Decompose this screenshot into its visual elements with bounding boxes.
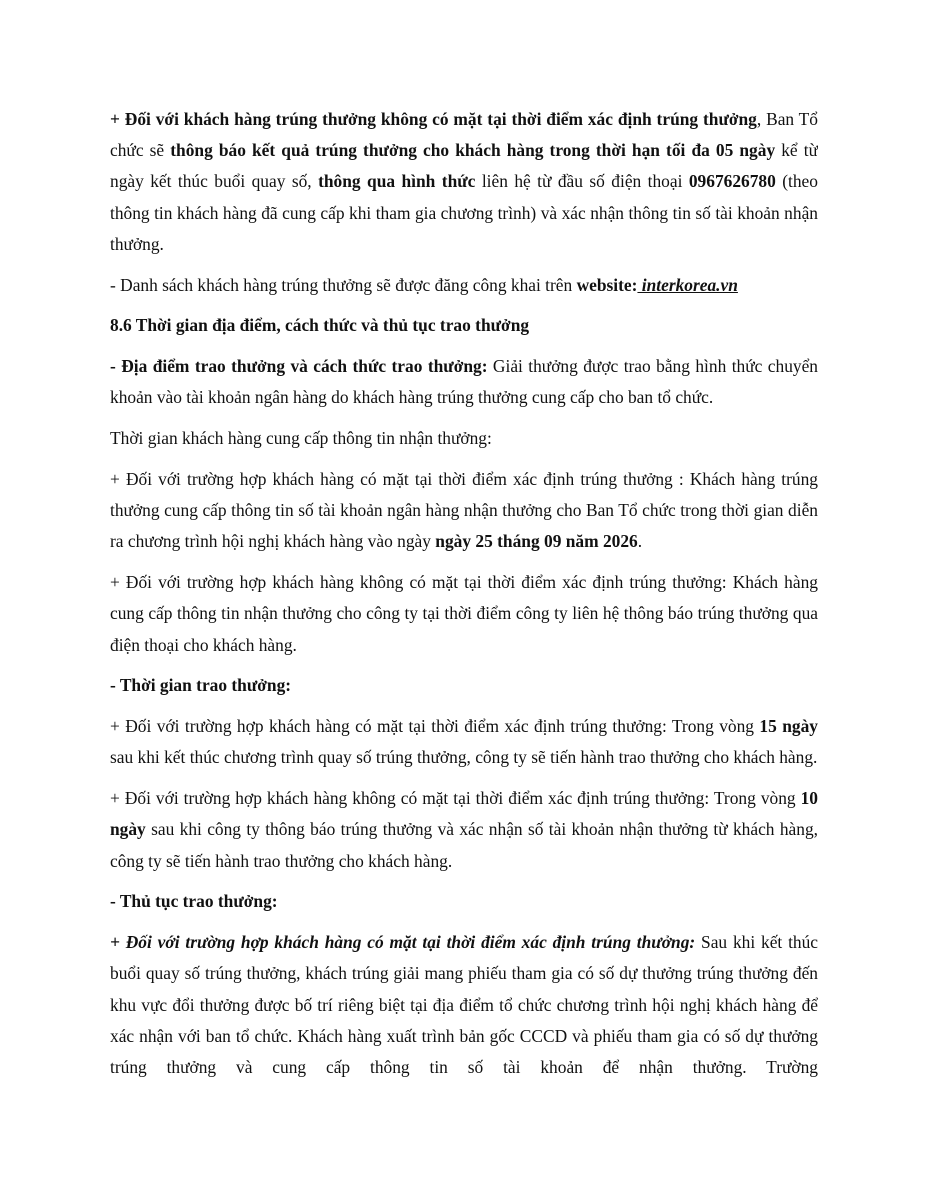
bold-text: - Địa điểm trao thưởng và cách thức trao thưởng:: [110, 356, 488, 377]
bold-text: website:: [576, 274, 638, 295]
bold-text: thông báo kết quả trúng thưởng cho khách hàng trong thời hạn tối đa 05 ngày: [170, 140, 776, 161]
heading-text: 8.6 Thời gian địa điểm, cách thức và thủ tục trao thưởng: [110, 315, 530, 336]
text: sau khi kết thúc chương trình quay số trúng thưởng, công ty sẽ tiến hành trao thưởng cho khách hàng.: [110, 747, 818, 768]
text: + Đối với trường hợp khách hàng không có mặt tại thời điểm xác định trúng thưởng: Trong vòng: [110, 788, 801, 809]
subheading-award-time: [110, 670, 818, 701]
paragraph-info-time: Thời gian khách hàng cung cấp thông tin nhận thưởng:: [110, 428, 492, 449]
text: , Ban Tổ chức sẽ: [110, 109, 818, 161]
text: .: [637, 531, 643, 552]
document-page: [110, 104, 818, 1154]
paragraph-present-info: [110, 464, 818, 558]
text: Sau khi kết thúc buổi quay số trúng thưởng, khách trúng giải mang phiếu tham gia có số dự thưởng trúng thưởng đến khu vực đổi thưởng được bố trí riêng biệt tại địa điểm tổ chức chương trình hội nghị khách hàng để xác nhận với ban tổ chức. Khách hàng xuất trình bản gốc CCCD và phiếu tham gia có số dự thưởng trúng thưởng và cung cấp thông tin số tài khoản để nhận thưởng. Trường: [110, 932, 818, 1078]
paragraph-winner-list: [110, 270, 818, 301]
text: Giải thưởng được trao bằng hình thức chuyển khoản vào tài khoản ngân hàng do khách hàng trúng thưởng cung cấp cho ban tổ chức.: [110, 356, 818, 408]
section-heading-8-6: [110, 310, 818, 341]
website-link[interactable]: interkorea.vn: [637, 274, 738, 295]
paragraph-absent-award-time: [110, 783, 818, 877]
paragraph-present-procedure: [110, 927, 818, 1083]
bold-text: thông qua hình thức: [318, 171, 476, 192]
text: liên hệ từ đầu số điện thoại: [475, 171, 689, 192]
paragraph-absent-info: + Đối với trường hợp khách hàng không có mặt tại thời điểm xác định trúng thưởng: Khách hàng cung cấp thông tin nhận thưởng cho công ty tại thời điểm công ty liên hệ thông báo trúng thưởng qua điện thoại cho khách hàng.: [110, 572, 818, 655]
text: sau khi công ty thông báo trúng thưởng và xác nhận số tài khoản nhận thưởng từ khách hàng, công ty sẽ tiến hành trao thưởng cho khách hàng.: [110, 819, 818, 871]
text: + Đối với trường hợp khách hàng có mặt tại thời điểm xác định trúng thưởng: Trong vòng: [110, 716, 760, 737]
paragraph-present-award-time: [110, 711, 818, 773]
text: (theo thông tin khách hàng đã cung cấp khi tham gia chương trình) và xác nhận thông tin số tài khoản nhận thưởng.: [110, 171, 818, 254]
text: - Danh sách khách hàng trúng thưởng sẽ được đăng công khai trên: [110, 274, 577, 295]
bold-text: 15 ngày: [759, 716, 818, 737]
phone-number: 0967626780: [688, 171, 776, 192]
text: + Đối với trường hợp khách hàng có mặt tại thời điểm xác định trúng thưởng : Khách hàng trúng thưởng cung cấp thông tin số tài khoản ngân hàng nhận thưởng cho Ban Tổ chức trong thời gian diễn ra chương trình hội nghị khách hàng vào ngày: [110, 469, 818, 552]
heading-text: - Thủ tục trao thưởng:: [110, 891, 278, 912]
bold-italic-text: + Đối với trường hợp khách hàng có mặt tại thời điểm xác định trúng thưởng:: [110, 932, 696, 953]
text: kể từ ngày kết thúc buổi quay số,: [110, 140, 818, 192]
bold-text: + Đối với khách hàng trúng thưởng không có mặt tại thời điểm xác định trúng thưởng: [110, 109, 757, 129]
event-date: ngày 25 tháng 09 năm 2026: [435, 531, 638, 552]
heading-text: - Thời gian trao thưởng:: [110, 675, 292, 696]
subheading-award-procedure: [110, 886, 818, 917]
paragraph-absent-winner-notice: [110, 104, 818, 260]
bold-text: 10 ngày: [110, 788, 818, 840]
paragraph-location-method: [110, 351, 818, 413]
